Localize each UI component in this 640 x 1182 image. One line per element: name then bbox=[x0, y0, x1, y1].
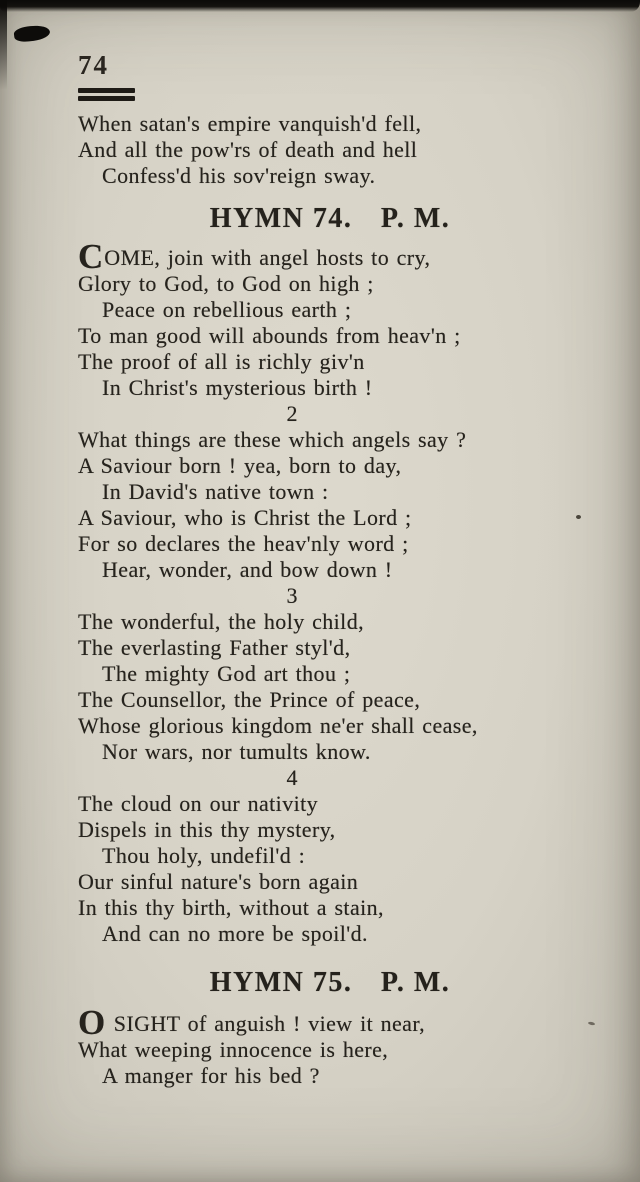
poem-line: In Christ's mysterious birth ! bbox=[102, 375, 373, 400]
hymn-75-stanza-1 bbox=[78, 1003, 582, 1089]
hymn-74-stanza-2 bbox=[78, 427, 582, 583]
poem-line: A manger for his bed ? bbox=[102, 1063, 320, 1088]
poem-line: Whose glorious kingdom ne'er shall cease, bbox=[78, 713, 478, 738]
hymn-74-stanza-3 bbox=[78, 609, 582, 765]
page-number: 74 bbox=[78, 50, 109, 80]
poem-line: Dispels in this thy mystery, bbox=[78, 817, 336, 842]
hymn-74-stanza-4 bbox=[78, 791, 582, 947]
poem-line: The mighty God art thou ; bbox=[102, 661, 351, 686]
poem-line: Our sinful nature's born again bbox=[78, 869, 359, 894]
poem-line: The cloud on our nativity bbox=[78, 791, 319, 816]
poem-line: And can no more be spoil'd. bbox=[102, 921, 368, 946]
drop-cap: O bbox=[78, 1003, 107, 1042]
poem-line: The Counsellor, the Prince of peace, bbox=[78, 687, 421, 712]
poem-line: Peace on rebellious earth ; bbox=[102, 297, 352, 322]
stanza-number: 3 bbox=[286, 583, 298, 608]
stanza-number: 2 bbox=[286, 401, 298, 426]
poem-line: In this thy birth, without a stain, bbox=[78, 895, 384, 920]
poem-line: A Saviour, who is Christ the Lord ; bbox=[78, 505, 412, 530]
drop-cap: C bbox=[78, 237, 105, 276]
poem-line-first bbox=[78, 237, 582, 276]
poem-line: For so declares the heav'nly word ; bbox=[78, 531, 409, 556]
fragment-stanza bbox=[78, 111, 582, 189]
poem-line: In David's native town : bbox=[102, 479, 329, 504]
stanza-number: 4 bbox=[286, 765, 298, 790]
hymn-74-heading-meter: P. M. bbox=[380, 203, 451, 234]
poem-line: And all the pow'rs of death and hell bbox=[78, 137, 418, 162]
poem-line: The wonderful, the holy child, bbox=[78, 609, 364, 634]
rule-bottom bbox=[78, 96, 135, 101]
poem-line: Nor wars, nor tumults know. bbox=[102, 739, 371, 764]
poem-line: A Saviour born ! yea, born to day, bbox=[78, 453, 402, 478]
poem-line-text: OME, join with angel hosts to cry, bbox=[104, 245, 431, 270]
poem-line-text: SIGHT of anguish ! view it near, bbox=[106, 1011, 426, 1036]
poem-line: What weeping innocence is here, bbox=[78, 1037, 389, 1062]
rule-top bbox=[78, 88, 135, 93]
poem-line: Thou holy, undefil'd : bbox=[102, 843, 306, 868]
poem-line: Confess'd his sov'reign sway. bbox=[102, 163, 376, 188]
hymn-75-heading-meter: P. M. bbox=[380, 967, 451, 998]
poem-line-first bbox=[78, 1003, 582, 1042]
poem-line: When satan's empire vanquish'd fell, bbox=[78, 111, 422, 136]
hymn-75-heading bbox=[78, 967, 582, 999]
poem-line: What things are these which angels say ? bbox=[78, 427, 467, 452]
hymn-75-heading-title: HYMN 75. bbox=[209, 967, 353, 998]
hymn-74-stanza-1 bbox=[78, 237, 582, 401]
poem-line: The proof of all is richly giv'n bbox=[78, 349, 365, 374]
poem-line: The everlasting Father styl'd, bbox=[78, 635, 351, 660]
poem-line: Hear, wonder, and bow down ! bbox=[102, 557, 393, 582]
poem-line: Glory to God, to God on high ; bbox=[78, 271, 374, 296]
hymn-74-heading-title: HYMN 74. bbox=[209, 203, 353, 234]
poem-line: To man good will abounds from heav'n ; bbox=[78, 323, 461, 348]
hymn-74-heading bbox=[78, 203, 582, 235]
double-rule bbox=[78, 88, 135, 101]
